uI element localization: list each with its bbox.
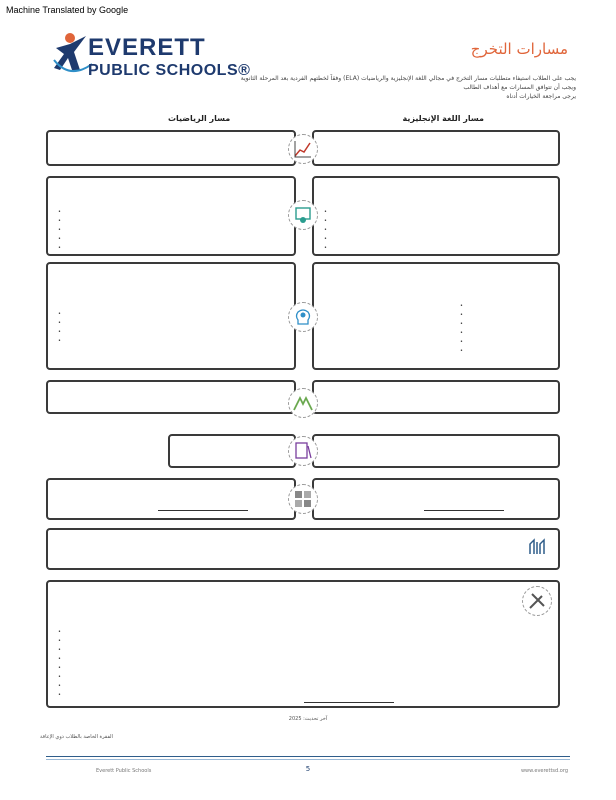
tools-icon [522,586,552,616]
page-title: مسارات التخرج [470,40,568,58]
footnote: الفقرة الخاصة بالطلاب ذوي الإعاقة [40,734,113,740]
logo-text-public-schools: PUBLIC SCHOOLS® [88,62,251,79]
combined-pathway-box-8: • • • • • • • • [46,580,560,708]
footer-right-text: www.everettsd.org [520,768,568,774]
brain-head-icon [288,302,318,332]
ela-pathway-box-1 [312,130,560,166]
page-number: 5 [305,765,311,773]
mountain-icon [288,388,318,418]
ela-pathway-box-3: • • • • • • [312,262,560,370]
ela-column-heading: مسار اللغة الإنجليزية [402,114,484,123]
ela-pathway-box-5 [312,434,560,468]
certificate-icon [288,200,318,230]
test-document-icon [288,436,318,466]
math-pathway-box-3: • • • • [46,262,296,370]
intro-line: ويجب أن تتوافق المسارات مع أهداف الطالب [463,84,576,91]
math-pathway-box-6 [46,478,296,520]
ela-pathway-box-2: • • • • • [312,176,560,256]
combined-pathway-box-7 [46,528,560,570]
intro-line: يرجى مراجعة الخيارات أدناه [506,93,576,100]
math-pathway-box-5 [168,434,296,468]
math-pathway-box-4 [46,380,296,414]
intro-text [48,74,576,101]
logo-text-everett: EVERETT [88,34,206,61]
math-pathway-box-2: • • • • • [46,176,296,256]
footer-rule-secondary [46,759,570,760]
revision-date: آخر تحديث: 2025 [288,716,328,722]
ela-pathway-box-6 [312,478,560,520]
math-column-heading: مسار الرياضيات [168,114,231,123]
ela-pathway-box-4 [312,380,560,414]
growth-chart-icon [288,134,318,164]
math-pathway-box-1 [46,130,296,166]
grid-layout-icon [288,484,318,514]
footer-left-text: Everett Public Schools [96,768,152,774]
machine-translated-banner: Machine Translated by Google [6,5,129,15]
military-icon [522,532,552,562]
footer-rule [46,756,570,757]
intro-line: يجب على الطلاب استيفاء متطلبات مسار التخرج في مجالي اللغة الإنجليزية والرياضيات (ELA) وفقاً لخطتهم الفردية بعد المرحلة الثانوية [240,75,576,82]
